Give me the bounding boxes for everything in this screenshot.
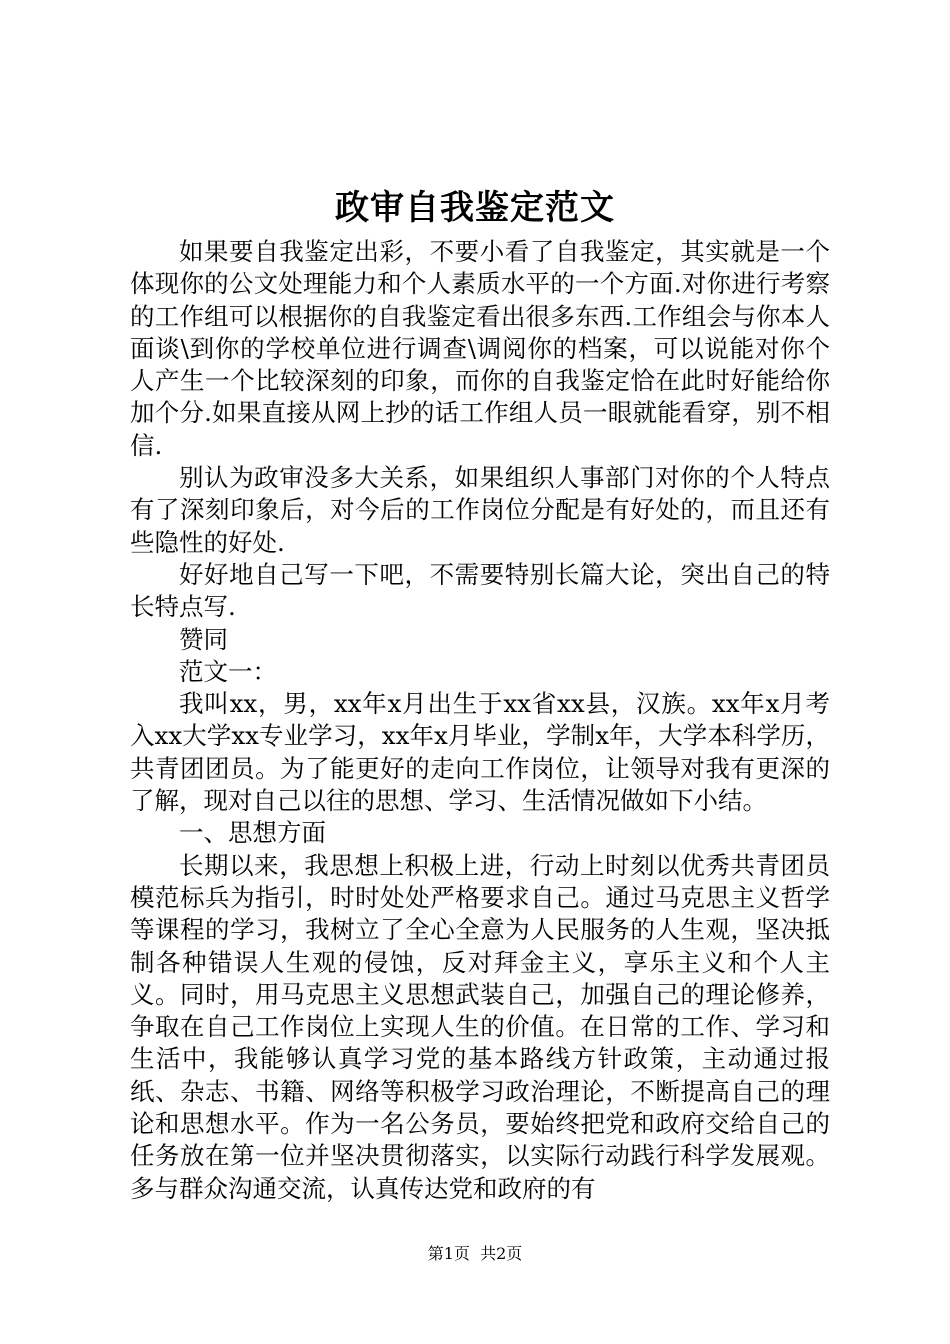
page-total: 共2页 <box>480 1244 523 1263</box>
paragraph-advice: 好好地自己写一下吧，不需要特别长篇大论，突出自己的特长特点写. <box>130 559 830 622</box>
page-title: 政审自我鉴定范文 <box>335 188 615 228</box>
document-body <box>130 236 830 1205</box>
paragraph-self-intro: 我叫xx，男，xx年x月出生于xx省xx县，汉族。xx年x月考入xx大学xx专业学习，xx年x月毕业，学制x年，大学本科学历，共青团团员。为了能更好的走向工作岗位，让领导对我有更深的了解，现对自己以往的思想、学习、生活情况做如下小结。 <box>130 689 830 816</box>
page-number: 第1页 <box>427 1244 470 1263</box>
paragraph-thought: 长期以来，我思想上积极上进，行动上时刻以优秀共青团员模范标兵为指引，时时处处严格要求自己。通过马克思主义哲学等课程的学习，我树立了全心全意为人民服务的人生观，坚决抵制各种错误人生观的侵蚀，反对拜金主义，享乐主义和个人主义。同时，用马克思主义思想武装自己，加强自己的理论修养，争取在自己工作岗位上实现人生的价值。在日常的工作、学习和生活中，我能够认真学习党的基本路线方针政策，主动通过报纸、杂志、书籍、网络等积极学习政治理论，不断提高自己的理论和思想水平。作为一名公务员，要始终把党和政府交给自己的任务放在第一位并坚决贯彻落实，以实际行动践行科学发展观。多与群众沟通交流，认真传达党和政府的有 <box>130 850 830 1203</box>
paragraph-agree: 赞同 <box>179 624 228 654</box>
paragraph-importance: 别认为政审没多大关系，如果组织人事部门对你的个人特点有了深刻印象后，对今后的工作岗位分配是有好处的，而且还有些隐性的好处. <box>130 463 830 557</box>
paragraph-intro: 如果要自我鉴定出彩，不要小看了自我鉴定，其实就是一个体现你的公文处理能力和个人素质水平的一个方面.对你进行考察的工作组可以根据你的自我鉴定看出很多东西.工作组会与你本人面谈\到你的学校单位进行调查\调阅你的档案，可以说能对你个人产生一个比较深刻的印象，而你的自我鉴定恰在此时好能给你加个分.如果直接从网上抄的话工作组人员一眼就能看穿，别不相信. <box>130 237 830 460</box>
paragraph-section-heading: 一、思想方面 <box>179 818 326 848</box>
paragraph-sample-heading: 范文一： <box>179 656 277 686</box>
page-footer <box>0 1243 950 1265</box>
